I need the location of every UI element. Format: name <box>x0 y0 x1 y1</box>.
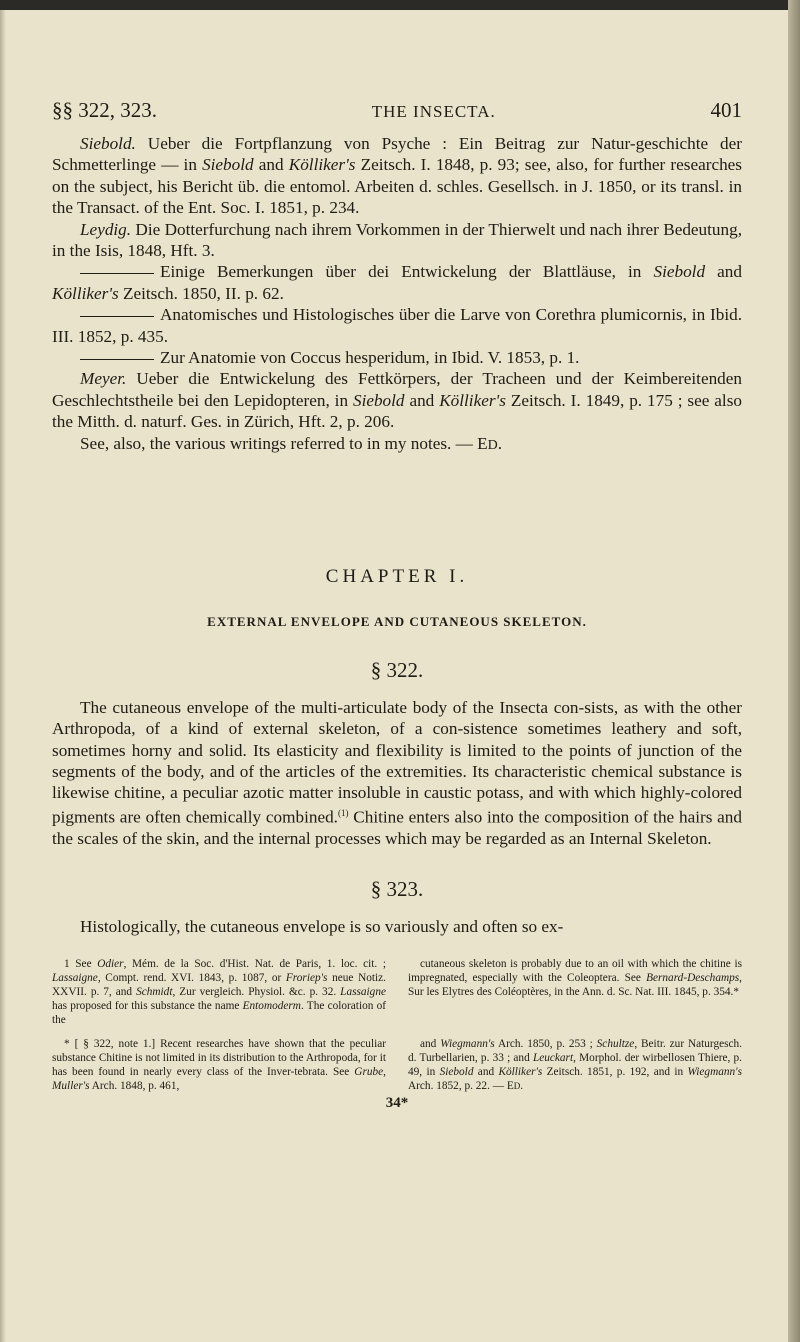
header-sections: §§ 322, 323. <box>52 98 157 122</box>
bibliography-entry: Siebold. Ueber die Fortpflanzung von Psyche : Ein Beitrag zur Natur-geschichte der Schmetterlinge — in Siebold and Kölliker's Zeitsch. I. 1848, p. 93; see, also, for further researches on the subject, his Bericht üb. die entomol. Arbeiten d. schles. Gesellsch. in J. 1850, or its transl. in the Transact. of the Ent. Soc. I. 1851, p. 234. <box>52 134 742 218</box>
section-heading-322: § 322. <box>370 658 424 683</box>
ditto-rule <box>80 359 154 360</box>
footnotes <box>52 957 742 1112</box>
scan-top-edge <box>0 0 800 10</box>
bibliography-entry: Zur Anatomie von Coccus hesperidum, in Ibid. V. 1853, p. 1. <box>52 347 742 368</box>
section-text-323: Histologically, the cutaneous envelope is so variously and often so ex- <box>80 917 564 937</box>
ditto-rule <box>80 316 154 317</box>
scan-right-edge <box>788 0 800 1342</box>
section-heading-323: § 323. <box>370 877 424 902</box>
chapter-title: CHAPTER I. <box>325 566 469 588</box>
book-page <box>52 98 742 1112</box>
bibliography-entry: Leydig. Die Dotterfurchung nach ihrem Vorkommen in der Thierwelt und nach ihrer Bedeutung, in the Isis, 1848, Hft. 3. <box>52 219 742 261</box>
running-header <box>52 98 742 123</box>
bibliography-entry: Anatomisches und Histologisches über die Larve von Corethra plumicornis, in Ibid. III. 1852, p. 435. <box>52 305 742 346</box>
bibliography-entry: See, also, the various writings referred to in my notes. — ED. <box>80 433 503 453</box>
bibliography-entry: Meyer. Ueber die Entwickelung des Fettkörpers, der Tracheen und der Keimbereitenden Geschlechtstheile bei den Lepidopteren, in Siebold and Kölliker's Zeitsch. I. 1849, p. 175 ; see also the Mitth. d. naturf. Ges. in Zürich, Hft. 2, p. 206. <box>52 369 742 432</box>
header-title: THE INSECTA. <box>371 102 496 121</box>
signature-mark: 34* <box>385 1095 409 1112</box>
section-text-322: The cutaneous envelope of the multi-articulate body of the Insecta con-sists, as with the other Arthropoda, of a kind of external skeleton, of a con-sistence sometimes leathery and soft, sometimes horny and solid. Its elasticity and flexibility is limited to the points of junction of the segments of the body, and of the articles of the extremities. Its characteristic chemical substance is likewise chitine, a peculiar azotic matter insoluble in caustic potass, and with which highly-colored pigments are often chemically combined.$^{(1)}$ Chitine enters also into the composition of the hairs and the scales of the skin, and the internal processes which may be regarded as an Internal Skeleton. <box>52 698 742 849</box>
bibliography-list <box>52 133 742 456</box>
scan-left-edge <box>0 10 6 1342</box>
bibliography-entry: Einige Bemerkungen über dei Entwickelung der Blattläuse, in Siebold and Kölliker's Zeitsch. 1850, II. p. 62. <box>52 262 742 303</box>
footnote-1-left: 1 See Odier, Mém. de la Soc. d'Hist. Nat. de Paris, 1. loc. cit. ; Lassaigne, Compt. rend. XVI. 1843, p. 1087, or Froriep's neue Notiz. XXVII. p. 7, and Schmidt, Zur vergleich. Physiol. &c. p. 32. Lassaigne has proposed for this substance the name Entomoderm. The coloration of the <box>52 958 386 1027</box>
footnote-1-right: cutaneous skeleton is probably due to an oil with which the chitine is impregnated, especially with the Coleoptera. See Bernard-Deschamps, Sur les Elytres des Coléoptères, in the Ann. d. Sc. Nat. III. 1845, p. 354.* <box>408 958 742 999</box>
ditto-rule <box>80 273 154 274</box>
footnote-2-left: * [ § 322, note 1.] Recent researches have shown that the peculiar substance Chitine is not limited in its distribution to the Arthropoda, for it has been found in nearly every class of the Inver-tebrata. See Grube, Muller's Arch. 1848, p. 461, <box>52 1038 386 1093</box>
footnote-2-right: and Wiegmann's Arch. 1850, p. 253 ; Schultze, Beitr. zur Naturgesch. d. Turbellarien, p. 33 ; and Leuckart, Morphol. der wirbellosen Thiere, p. 49, in Siebold and Kölliker's Zeitsch. 1851, p. 192, and in Wiegmann's Arch. 1852, p. 22. — ED. <box>408 1038 743 1093</box>
chapter-subtitle: EXTERNAL ENVELOPE AND CUTANEOUS SKELETON. <box>207 614 587 630</box>
page-number: 401 <box>710 98 742 122</box>
